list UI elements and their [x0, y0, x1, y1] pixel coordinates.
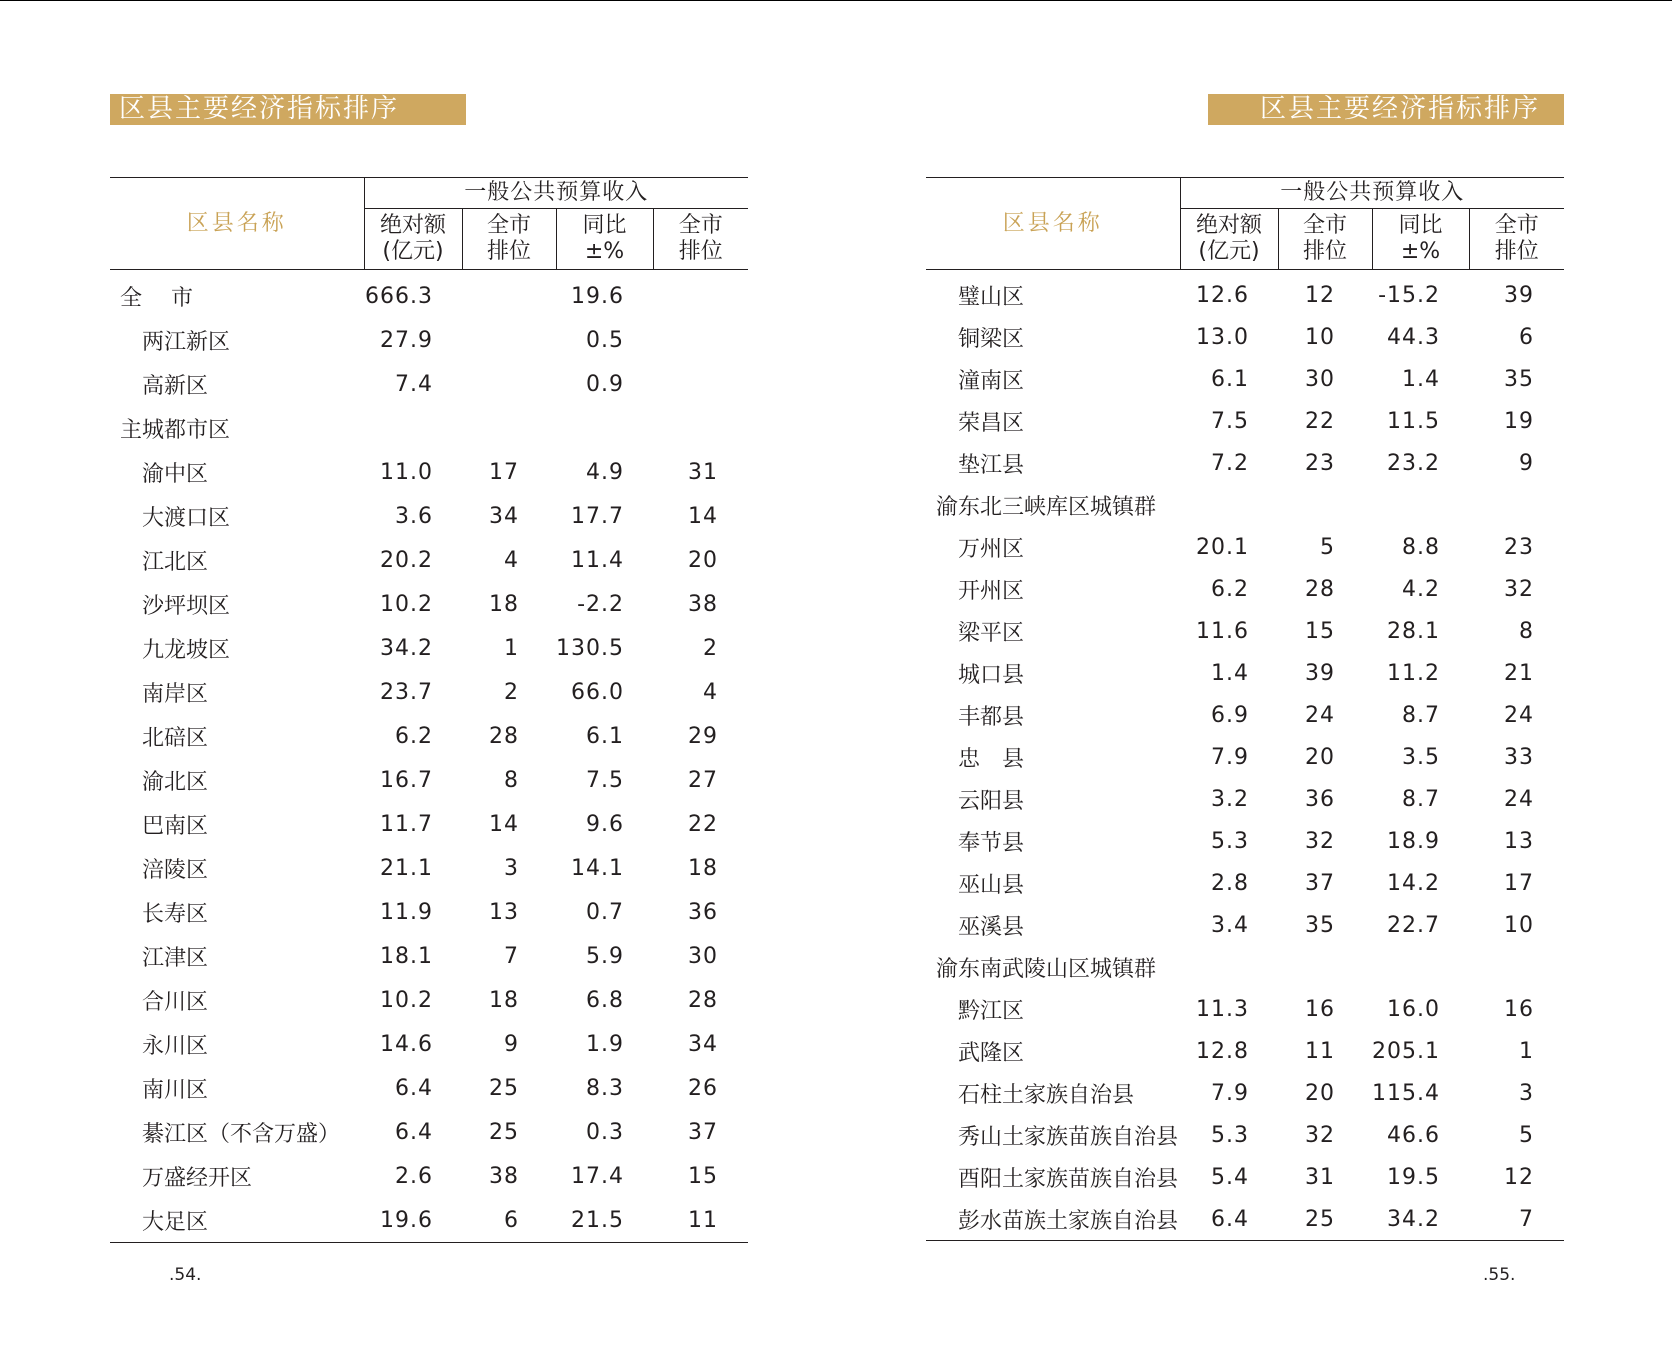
absolute-amount-cell: 19.6 — [380, 1207, 433, 1233]
city-rank-cell: 2 — [504, 679, 519, 705]
absolute-amount-cell: 11.6 — [1196, 618, 1249, 644]
city-rank-cell: 20 — [1305, 744, 1335, 770]
absolute-amount-cell: 3.2 — [1211, 786, 1249, 812]
district-name-cell: 合川区 — [142, 989, 209, 1015]
yoy-rank-cell: 33 — [1504, 744, 1535, 770]
page-number: .55. — [1483, 1265, 1516, 1285]
table-row — [926, 442, 1564, 484]
table-row — [926, 270, 1564, 317]
district-name-cell: 巫溪县 — [958, 914, 1025, 940]
city-rank-cell: 24 — [1305, 702, 1335, 728]
absolute-amount-cell: 5.3 — [1211, 1122, 1249, 1148]
indicator-table — [926, 177, 1564, 1241]
yoy-change-header: 同比 ±% — [556, 209, 653, 270]
yoy-change-cell: 28.1 — [1387, 618, 1440, 644]
absolute-amount-cell: 6.4 — [1211, 1206, 1249, 1232]
city-rank-cell: 25 — [489, 1119, 519, 1145]
table-row — [110, 450, 748, 494]
budget-revenue-header: 一般公共预算收入 — [364, 178, 748, 209]
table-row — [926, 736, 1564, 778]
district-name-cell: 梁平区 — [958, 620, 1025, 646]
yoy-change-cell: 11.4 — [571, 547, 624, 573]
city-rank-cell: 14 — [489, 811, 519, 837]
district-name-cell: 渝东北三峡库区城镇群 — [936, 494, 1157, 520]
yoy-rank-cell: 8 — [1519, 618, 1535, 644]
city-rank-cell — [462, 362, 556, 406]
district-name-cell: 潼南区 — [958, 368, 1025, 394]
absolute-amount-cell: 6.4 — [395, 1075, 433, 1101]
district-name-header: 区县名称 — [110, 178, 364, 270]
absolute-amount-cell: 6.2 — [1211, 576, 1249, 602]
yoy-rank-header: 全市 排位 — [653, 209, 748, 270]
district-name-cell: 江津区 — [142, 945, 209, 971]
yoy-rank-cell: 27 — [688, 767, 719, 793]
city-rank-cell — [1278, 484, 1372, 526]
city-rank-cell: 23 — [1305, 450, 1335, 476]
district-name-cell: 九龙坡区 — [142, 637, 231, 663]
yoy-change-cell: -15.2 — [1378, 282, 1440, 308]
yoy-rank-cell: 24 — [1504, 702, 1535, 728]
yoy-change-cell: 18.9 — [1387, 828, 1440, 854]
table-row — [110, 978, 748, 1022]
city-rank-cell: 28 — [489, 723, 519, 749]
yoy-rank-cell: 35 — [1504, 366, 1535, 392]
absolute-amount-cell: 2.8 — [1211, 870, 1249, 896]
yoy-change-cell: 44.3 — [1387, 324, 1440, 350]
section-banner: 区县主要经济指标排序 — [110, 94, 466, 125]
absolute-amount-cell: 666.3 — [365, 283, 433, 309]
absolute-amount-cell: 12.6 — [1196, 282, 1249, 308]
yoy-rank-cell: 1 — [1519, 1038, 1535, 1064]
yoy-rank-cell: 31 — [688, 459, 719, 485]
yoy-rank-cell: 36 — [688, 899, 719, 925]
table-row — [926, 1156, 1564, 1198]
absolute-amount-cell: 11.9 — [380, 899, 433, 925]
district-name-cell: 黔江区 — [958, 998, 1025, 1024]
yoy-rank-cell — [653, 362, 748, 406]
city-rank-cell: 28 — [1305, 576, 1335, 602]
table-row — [926, 610, 1564, 652]
absolute-amount-cell: 6.2 — [395, 723, 433, 749]
city-rank-cell — [462, 270, 556, 319]
absolute-amount-cell: 16.7 — [380, 767, 433, 793]
budget-revenue-header: 一般公共预算收入 — [1180, 178, 1564, 209]
table-row — [926, 862, 1564, 904]
absolute-amount-cell: 7.2 — [1211, 450, 1249, 476]
district-name-cell: 武隆区 — [958, 1040, 1025, 1066]
page-number: .54. — [169, 1265, 202, 1285]
yoy-rank-cell: 39 — [1504, 282, 1535, 308]
district-name-cell: 江北区 — [142, 549, 209, 575]
yoy-rank-cell: 29 — [688, 723, 719, 749]
city-rank-cell: 10 — [1305, 324, 1335, 350]
yoy-rank-cell: 11 — [688, 1207, 719, 1233]
district-name-cell: 奉节县 — [958, 830, 1025, 856]
city-rank-cell: 15 — [1305, 618, 1335, 644]
yoy-change-cell: 22.7 — [1387, 912, 1440, 938]
district-name-cell: 沙坪坝区 — [142, 593, 231, 619]
absolute-amount-header: 绝对额 (亿元) — [1180, 209, 1278, 270]
yoy-change-cell: 8.7 — [1402, 702, 1440, 728]
yoy-rank-cell — [1469, 946, 1564, 988]
yoy-change-cell — [556, 406, 653, 450]
table-row — [110, 758, 748, 802]
yoy-rank-cell: 5 — [1519, 1122, 1535, 1148]
indicator-table — [110, 177, 748, 1243]
district-name-cell: 两江新区 — [142, 329, 231, 355]
absolute-amount-cell: 23.7 — [380, 679, 433, 705]
city-rank-cell: 39 — [1305, 660, 1335, 686]
city-rank-cell: 5 — [1320, 534, 1335, 560]
yoy-change-cell: 34.2 — [1387, 1206, 1440, 1232]
table-row — [926, 1198, 1564, 1241]
city-rank-cell: 35 — [1305, 912, 1335, 938]
yoy-change-cell: 11.5 — [1387, 408, 1440, 434]
table-row — [110, 1022, 748, 1066]
absolute-amount-cell: 7.4 — [395, 371, 433, 397]
table-row — [926, 820, 1564, 862]
district-name-cell: 南岸区 — [142, 681, 209, 707]
yoy-rank-cell: 16 — [1504, 996, 1535, 1022]
yoy-rank-cell: 3 — [1519, 1080, 1535, 1106]
yoy-change-cell: 17.7 — [571, 503, 624, 529]
absolute-amount-cell: 11.7 — [380, 811, 433, 837]
absolute-amount-cell: 3.6 — [395, 503, 433, 529]
city-rank-cell: 30 — [1305, 366, 1335, 392]
top-border-line — [0, 0, 1672, 1]
yoy-change-cell: 8.3 — [586, 1075, 624, 1101]
district-name-cell: 涪陵区 — [142, 857, 209, 883]
table-row — [926, 400, 1564, 442]
table-row — [110, 1154, 748, 1198]
district-name-cell: 南川区 — [142, 1077, 209, 1103]
district-name-cell: 主城都市区 — [120, 417, 231, 443]
city-rank-cell: 38 — [489, 1163, 519, 1189]
yoy-rank-cell: 22 — [688, 811, 719, 837]
absolute-amount-header: 绝对额 (亿元) — [364, 209, 462, 270]
yoy-rank-cell: 6 — [1519, 324, 1535, 350]
absolute-amount-cell: 18.1 — [380, 943, 433, 969]
city-rank-cell: 32 — [1305, 828, 1335, 854]
city-rank-cell: 18 — [489, 591, 519, 617]
yoy-rank-cell: 7 — [1519, 1206, 1535, 1232]
yoy-change-cell: -2.2 — [577, 591, 624, 617]
district-name-cell: 忠 县 — [958, 746, 1025, 772]
district-name-cell: 彭水苗族土家族自治县 — [958, 1208, 1179, 1234]
city-rank-cell: 4 — [504, 547, 519, 573]
yoy-rank-cell: 24 — [1504, 786, 1535, 812]
absolute-amount-cell: 34.2 — [380, 635, 433, 661]
city-rank-cell — [462, 406, 556, 450]
yoy-change-cell: 46.6 — [1387, 1122, 1440, 1148]
yoy-change-cell: 0.5 — [586, 327, 624, 353]
yoy-change-cell: 14.1 — [571, 855, 624, 881]
yoy-change-cell: 21.5 — [571, 1207, 624, 1233]
absolute-amount-cell: 6.1 — [1211, 366, 1249, 392]
city-rank-cell: 9 — [504, 1031, 519, 1057]
district-name-cell: 北碚区 — [142, 725, 209, 751]
city-rank-cell: 11 — [1305, 1038, 1335, 1064]
absolute-amount-cell: 14.6 — [380, 1031, 433, 1057]
district-name-cell: 全 市 — [120, 285, 193, 311]
city-rank-cell — [462, 318, 556, 362]
table-row — [926, 568, 1564, 610]
yoy-change-cell: 8.8 — [1402, 534, 1440, 560]
yoy-rank-cell: 18 — [688, 855, 719, 881]
absolute-amount-cell: 5.4 — [1211, 1164, 1249, 1190]
city-rank-cell: 8 — [504, 767, 519, 793]
yoy-rank-cell — [653, 406, 748, 450]
table-row — [110, 802, 748, 846]
yoy-change-cell: 1.9 — [586, 1031, 624, 1057]
yoy-rank-cell: 34 — [688, 1031, 719, 1057]
absolute-amount-cell — [364, 406, 462, 450]
city-rank-cell: 20 — [1305, 1080, 1335, 1106]
district-name-cell: 酉阳土家族苗族自治县 — [958, 1166, 1179, 1192]
city-rank-cell: 13 — [489, 899, 519, 925]
yoy-rank-cell: 19 — [1504, 408, 1535, 434]
table-row — [110, 582, 748, 626]
district-name-cell: 渝中区 — [142, 461, 209, 487]
city-rank-cell: 16 — [1305, 996, 1335, 1022]
district-name-header: 区县名称 — [926, 178, 1180, 270]
yoy-change-cell: 4.2 — [1402, 576, 1440, 602]
city-rank-cell: 37 — [1305, 870, 1335, 896]
table-row — [926, 778, 1564, 820]
yoy-change-cell: 0.7 — [586, 899, 624, 925]
yoy-change-header: 同比 ±% — [1372, 209, 1469, 270]
district-name-cell: 高新区 — [142, 373, 209, 399]
table-row — [926, 694, 1564, 736]
table-row — [110, 626, 748, 670]
table-row — [110, 714, 748, 758]
section-banner: 区县主要经济指标排序 — [1208, 94, 1564, 125]
table-row — [110, 1110, 748, 1154]
yoy-rank-cell — [653, 270, 748, 319]
absolute-amount-cell: 12.8 — [1196, 1038, 1249, 1064]
table-row — [110, 1198, 748, 1243]
yoy-change-cell: 1.4 — [1402, 366, 1440, 392]
yoy-change-cell: 3.5 — [1402, 744, 1440, 770]
yoy-rank-cell: 30 — [688, 943, 719, 969]
absolute-amount-cell: 7.5 — [1211, 408, 1249, 434]
table-row — [926, 1030, 1564, 1072]
district-name-cell: 秀山土家族苗族自治县 — [958, 1124, 1179, 1150]
district-name-cell: 石柱土家族自治县 — [958, 1082, 1135, 1108]
table-row — [926, 316, 1564, 358]
table-row — [110, 406, 748, 450]
yoy-rank-cell — [1469, 484, 1564, 526]
yoy-change-cell: 11.2 — [1387, 660, 1440, 686]
absolute-amount-cell: 11.3 — [1196, 996, 1249, 1022]
table-row — [926, 988, 1564, 1030]
yoy-rank-cell: 21 — [1504, 660, 1535, 686]
district-name-cell: 永川区 — [142, 1033, 209, 1059]
district-name-cell: 大渡口区 — [142, 505, 231, 531]
city-rank-header: 全市 排位 — [462, 209, 556, 270]
district-name-cell: 万州区 — [958, 536, 1025, 562]
yoy-change-cell: 7.5 — [586, 767, 624, 793]
absolute-amount-cell: 6.4 — [395, 1119, 433, 1145]
yoy-change-cell: 130.5 — [556, 635, 624, 661]
yoy-rank-cell: 17 — [1504, 870, 1535, 896]
city-rank-cell: 18 — [489, 987, 519, 1013]
table-row — [110, 270, 748, 319]
city-rank-cell: 3 — [504, 855, 519, 881]
table-row — [110, 670, 748, 714]
absolute-amount-cell: 20.2 — [380, 547, 433, 573]
absolute-amount-cell: 6.9 — [1211, 702, 1249, 728]
table-row — [926, 526, 1564, 568]
district-name-cell: 渝北区 — [142, 769, 209, 795]
absolute-amount-cell: 3.4 — [1211, 912, 1249, 938]
yoy-rank-header: 全市 排位 — [1469, 209, 1564, 270]
yoy-change-cell: 8.7 — [1402, 786, 1440, 812]
yoy-rank-cell: 23 — [1504, 534, 1535, 560]
yoy-rank-cell: 37 — [688, 1119, 719, 1145]
table-row — [110, 890, 748, 934]
yoy-rank-cell: 32 — [1504, 576, 1535, 602]
absolute-amount-cell: 5.3 — [1211, 828, 1249, 854]
city-rank-cell: 1 — [504, 635, 519, 661]
district-name-cell: 荣昌区 — [958, 410, 1025, 436]
city-rank-cell: 6 — [504, 1207, 519, 1233]
city-rank-cell: 32 — [1305, 1122, 1335, 1148]
yoy-change-cell: 19.5 — [1387, 1164, 1440, 1190]
district-name-cell: 巴南区 — [142, 813, 209, 839]
yoy-rank-cell: 14 — [688, 503, 719, 529]
table-row — [926, 1072, 1564, 1114]
yoy-change-cell: 115.4 — [1372, 1080, 1440, 1106]
absolute-amount-cell — [1180, 946, 1278, 988]
table-row — [926, 484, 1564, 526]
city-rank-cell: 34 — [489, 503, 519, 529]
table-row — [110, 846, 748, 890]
district-name-cell: 城口县 — [958, 662, 1025, 688]
city-rank-header: 全市 排位 — [1278, 209, 1372, 270]
yoy-rank-cell — [653, 318, 748, 362]
absolute-amount-cell: 20.1 — [1196, 534, 1249, 560]
table-row — [926, 946, 1564, 988]
absolute-amount-cell: 13.0 — [1196, 324, 1249, 350]
table-row — [110, 538, 748, 582]
yoy-change-cell: 205.1 — [1372, 1038, 1440, 1064]
table-row — [110, 494, 748, 538]
table-row — [110, 362, 748, 406]
city-rank-cell: 36 — [1305, 786, 1335, 812]
yoy-rank-cell: 38 — [688, 591, 719, 617]
yoy-change-cell: 19.6 — [571, 283, 624, 309]
yoy-rank-cell: 10 — [1504, 912, 1535, 938]
yoy-change-cell: 5.9 — [586, 943, 624, 969]
yoy-change-cell: 6.8 — [586, 987, 624, 1013]
table-row — [926, 1114, 1564, 1156]
yoy-rank-cell: 15 — [688, 1163, 719, 1189]
absolute-amount-cell: 2.6 — [395, 1163, 433, 1189]
table-body — [926, 270, 1564, 1241]
yoy-change-cell — [1372, 484, 1469, 526]
district-name-cell: 铜梁区 — [958, 326, 1025, 352]
yoy-rank-cell: 13 — [1504, 828, 1535, 854]
yoy-rank-cell: 12 — [1504, 1164, 1535, 1190]
city-rank-cell: 22 — [1305, 408, 1335, 434]
yoy-rank-cell: 4 — [703, 679, 719, 705]
district-name-cell: 云阳县 — [958, 788, 1025, 814]
district-name-cell: 綦江区（不含万盛） — [142, 1121, 341, 1147]
absolute-amount-cell — [1180, 484, 1278, 526]
district-name-cell: 开州区 — [958, 578, 1025, 604]
yoy-change-cell: 14.2 — [1387, 870, 1440, 896]
absolute-amount-cell: 10.2 — [380, 591, 433, 617]
table-row — [110, 934, 748, 978]
city-rank-cell: 31 — [1305, 1164, 1335, 1190]
table-row — [926, 904, 1564, 946]
yoy-change-cell: 23.2 — [1387, 450, 1440, 476]
absolute-amount-cell: 1.4 — [1211, 660, 1249, 686]
yoy-change-cell: 17.4 — [571, 1163, 624, 1189]
district-name-cell: 长寿区 — [142, 901, 209, 927]
yoy-change-cell — [1372, 946, 1469, 988]
table-row — [110, 318, 748, 362]
yoy-change-cell: 0.3 — [586, 1119, 624, 1145]
yoy-change-cell: 6.1 — [586, 723, 624, 749]
city-rank-cell: 7 — [504, 943, 519, 969]
table-row — [110, 1066, 748, 1110]
table-row — [926, 652, 1564, 694]
yoy-rank-cell: 9 — [1519, 450, 1535, 476]
city-rank-cell: 25 — [1305, 1206, 1335, 1232]
city-rank-cell: 12 — [1305, 282, 1335, 308]
yoy-change-cell: 0.9 — [586, 371, 624, 397]
district-name-cell: 渝东南武陵山区城镇群 — [936, 956, 1157, 982]
table-row — [926, 358, 1564, 400]
absolute-amount-cell: 11.0 — [380, 459, 433, 485]
city-rank-cell — [1278, 946, 1372, 988]
district-name-cell: 巫山县 — [958, 872, 1025, 898]
city-rank-cell: 25 — [489, 1075, 519, 1101]
absolute-amount-cell: 7.9 — [1211, 744, 1249, 770]
city-rank-cell: 17 — [489, 459, 519, 485]
district-name-cell: 大足区 — [142, 1209, 209, 1235]
yoy-rank-cell: 2 — [703, 635, 719, 661]
table-body — [110, 270, 748, 1243]
absolute-amount-cell: 21.1 — [380, 855, 433, 881]
district-name-cell: 万盛经开区 — [142, 1165, 253, 1191]
district-name-cell: 丰都县 — [958, 704, 1025, 730]
district-name-cell: 垫江县 — [958, 452, 1025, 478]
absolute-amount-cell: 27.9 — [380, 327, 433, 353]
absolute-amount-cell: 10.2 — [380, 987, 433, 1013]
yoy-rank-cell: 26 — [688, 1075, 719, 1101]
yoy-change-cell: 4.9 — [586, 459, 624, 485]
absolute-amount-cell: 7.9 — [1211, 1080, 1249, 1106]
yoy-rank-cell: 20 — [688, 547, 719, 573]
yoy-rank-cell: 28 — [688, 987, 719, 1013]
yoy-change-cell: 66.0 — [571, 679, 624, 705]
yoy-change-cell: 16.0 — [1387, 996, 1440, 1022]
yoy-change-cell: 9.6 — [586, 811, 624, 837]
district-name-cell: 璧山区 — [958, 284, 1025, 310]
